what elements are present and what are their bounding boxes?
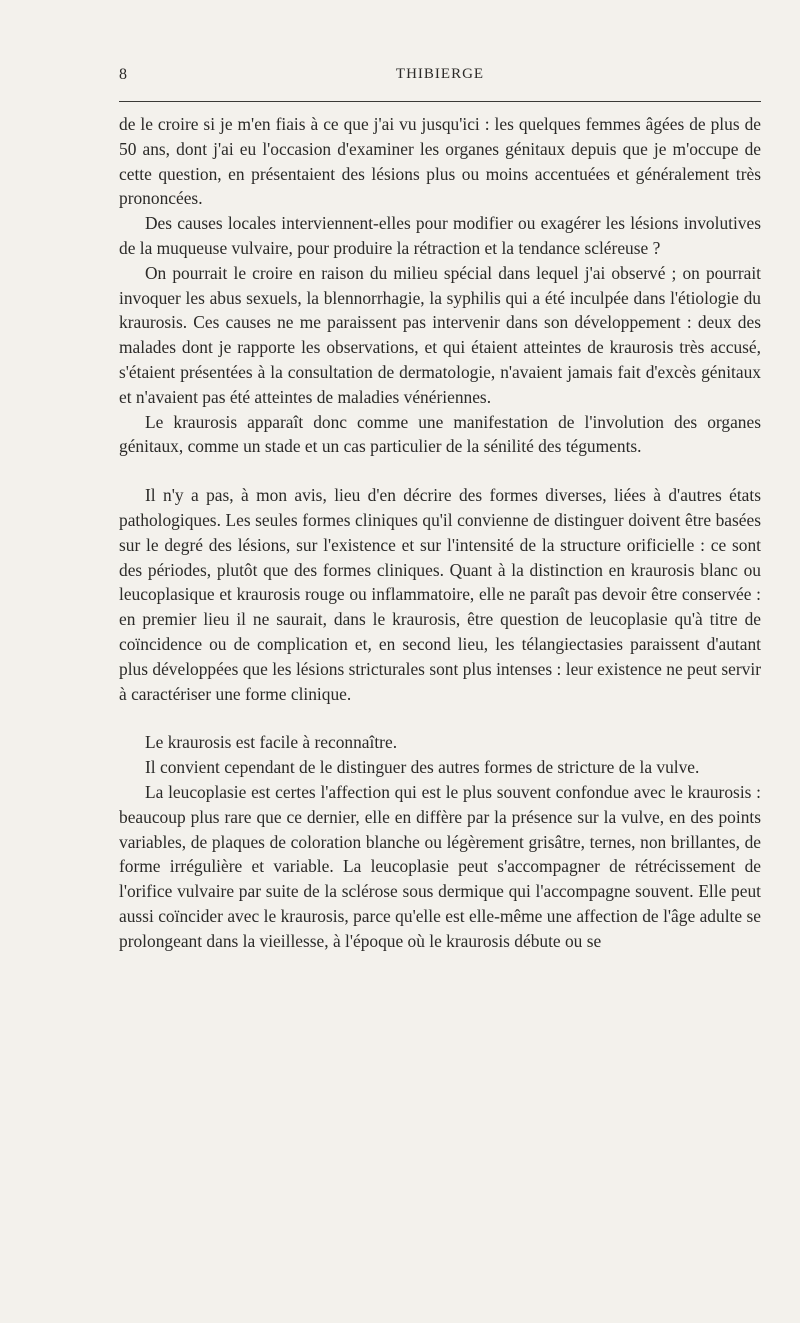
paragraph-diagnosis-intro: Le kraurosis est facile à reconnaître.: [145, 732, 398, 753]
paragraph-leucoplasia: La leucoplasie est certes l'affection qui est le plus souvent confondue avec le kraurosis : beaucoup plus rare que ce dernier, elle en diffère par la présence sur la vulve, en des points variables, de plaques de coloration blanche ou légèrement grisâtre, ternes, non brillantes, de forme irrégulière et variable. La leucoplasie peut s'accompagner de rétrécissement de l'orifice vulvaire par suite de la sclérose sous dermique qui l'accompagne souvent. Elle peut aussi coïncider avec le kraurosis, parce qu'elle est elle-même une affection de l'âge adulte se prolongeant dans la vieillesse, à l'époque où le kraurosis débute ou se: [119, 781, 761, 951]
paragraph-clinical-forms: Il n'y a pas, à mon avis, lieu d'en décrire des formes diverses, liées à d'autres états pathologiques. Les seules formes cliniques qu'il convienne de distinguer doivent être basées sur le degré des lésions, sur l'existence et sur l'intensité de la structure orificielle : ce sont des périodes, plutôt que des formes cliniques. Quant à la distinction en kraurosis blanc ou leucoplasique et kraurosis rouge ou inflammatoire, elle ne paraît pas devoir être conservée : en premier lieu il ne saurait, dans le kraurosis, être question de leucoplasie qu'à titre de coïncidence ou de complication et, en second lieu, les télangiectasies paraissent d'autant plus développées que les lésions stricturales sont plus intenses : leur existence ne peut servir à caractériser une forme clinique.: [119, 485, 761, 704]
paragraph-causes-discussion: On pourrait le croire en raison du milieu spécial dans lequel j'ai observé ; on pourrait invoquer les abus sexuels, la blennorrhagie, la syphilis qui a été inculpée dans l'étiologie du kraurosis. Ces causes ne me paraissent pas intervenir dans son développement : deux des malades dont je rapporte les observations, et qui étaient atteintes de kraurosis très accusé, s'étaient présentées à la consultation de dermatologie, n'avaient jamais fait d'excès génitaux et n'avaient pas été atteintes de maladies vénériennes.: [119, 262, 761, 407]
page-number: 8: [119, 66, 127, 83]
header-rule: [119, 101, 761, 102]
paragraph-distinguish: Il convient cependant de le distinguer des autres formes de stricture de la vulve.: [145, 757, 700, 778]
body-text: [119, 112, 761, 954]
running-title: THIBIERGE: [395, 66, 485, 82]
paragraph-local-causes: Des causes locales interviennent-elles pour modifier ou exagérer les lésions involutives de la muqueuse vulvaire, pour produire la rétraction et la tendance scléreuse ?: [119, 213, 761, 258]
paragraph-continuation: de le croire si je m'en fiais à ce que j'ai vu jusqu'ici : les quelques femmes âgées de plus de 50 ans, dont j'ai eu l'occasion d'examiner les organes génitaux depuis que je m'occupe de cette question, en présentaient des lésions plus ou moins accentuées et généralement très prononcées.: [119, 114, 761, 209]
paragraph-involution: Le kraurosis apparaît donc comme une manifestation de l'involution des organes génitaux, comme un stade et un cas particulier de la sénilité des téguments.: [119, 411, 761, 457]
page-header: [119, 66, 761, 92]
